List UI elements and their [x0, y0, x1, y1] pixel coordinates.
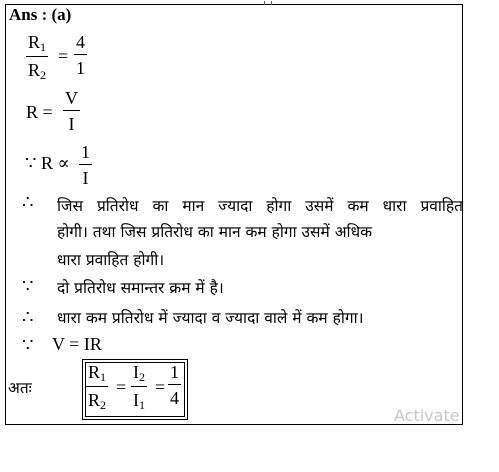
final-i-fraction: $I_2$ $I_1$	[133, 362, 145, 412]
eq1-lhs-fraction: $R_1$ $R_2$	[28, 32, 47, 82]
para3-text: धारा कम प्रतिरोध में ज्यादा व ज्यादा वाले में कम होगा।	[57, 309, 364, 327]
eq3-lhs: R ∝	[41, 153, 70, 173]
final-label: अतः	[8, 379, 32, 397]
because-symbol-2: ∵	[22, 335, 34, 355]
final-equals-2: =	[155, 377, 166, 397]
eq2-fraction: V I	[65, 88, 78, 134]
therefore-symbol-2: ∴	[22, 307, 34, 327]
answer-heading: Ans : (a)	[9, 5, 72, 24]
para1-line2: होगी। तथा जिस प्रतिरोध का मान कम होगा उसमें अधिक	[57, 223, 373, 241]
eq2-lhs: R =	[26, 102, 53, 122]
activate-watermark: Activate	[394, 406, 460, 425]
final-r-fraction: $R_1$ $R_2$	[88, 362, 107, 412]
eq1-rhs-fraction: 4 1	[76, 32, 85, 78]
eq1-equals: =	[58, 46, 69, 66]
top-clip	[264, 1, 272, 5]
para1-line3: धारा प्रवाहित होगी।	[57, 251, 165, 269]
para2-text: दो प्रतिरोध समान्तर क्रम में है।	[57, 279, 224, 297]
eq3-fraction: 1 I	[81, 142, 90, 188]
para1-line1: जिस प्रतिरोध का मान ज्यादा होगा उसमें कम धारा प्रवाहित	[57, 197, 463, 215]
therefore-symbol-1: ∴	[22, 192, 34, 212]
eq3-because: ∵	[25, 153, 37, 173]
final-value-fraction: 1 4	[170, 362, 179, 408]
because-symbol-1: ∵	[22, 276, 34, 296]
eq4-text: V = IR	[52, 334, 102, 354]
final-equals-1: =	[116, 377, 127, 397]
